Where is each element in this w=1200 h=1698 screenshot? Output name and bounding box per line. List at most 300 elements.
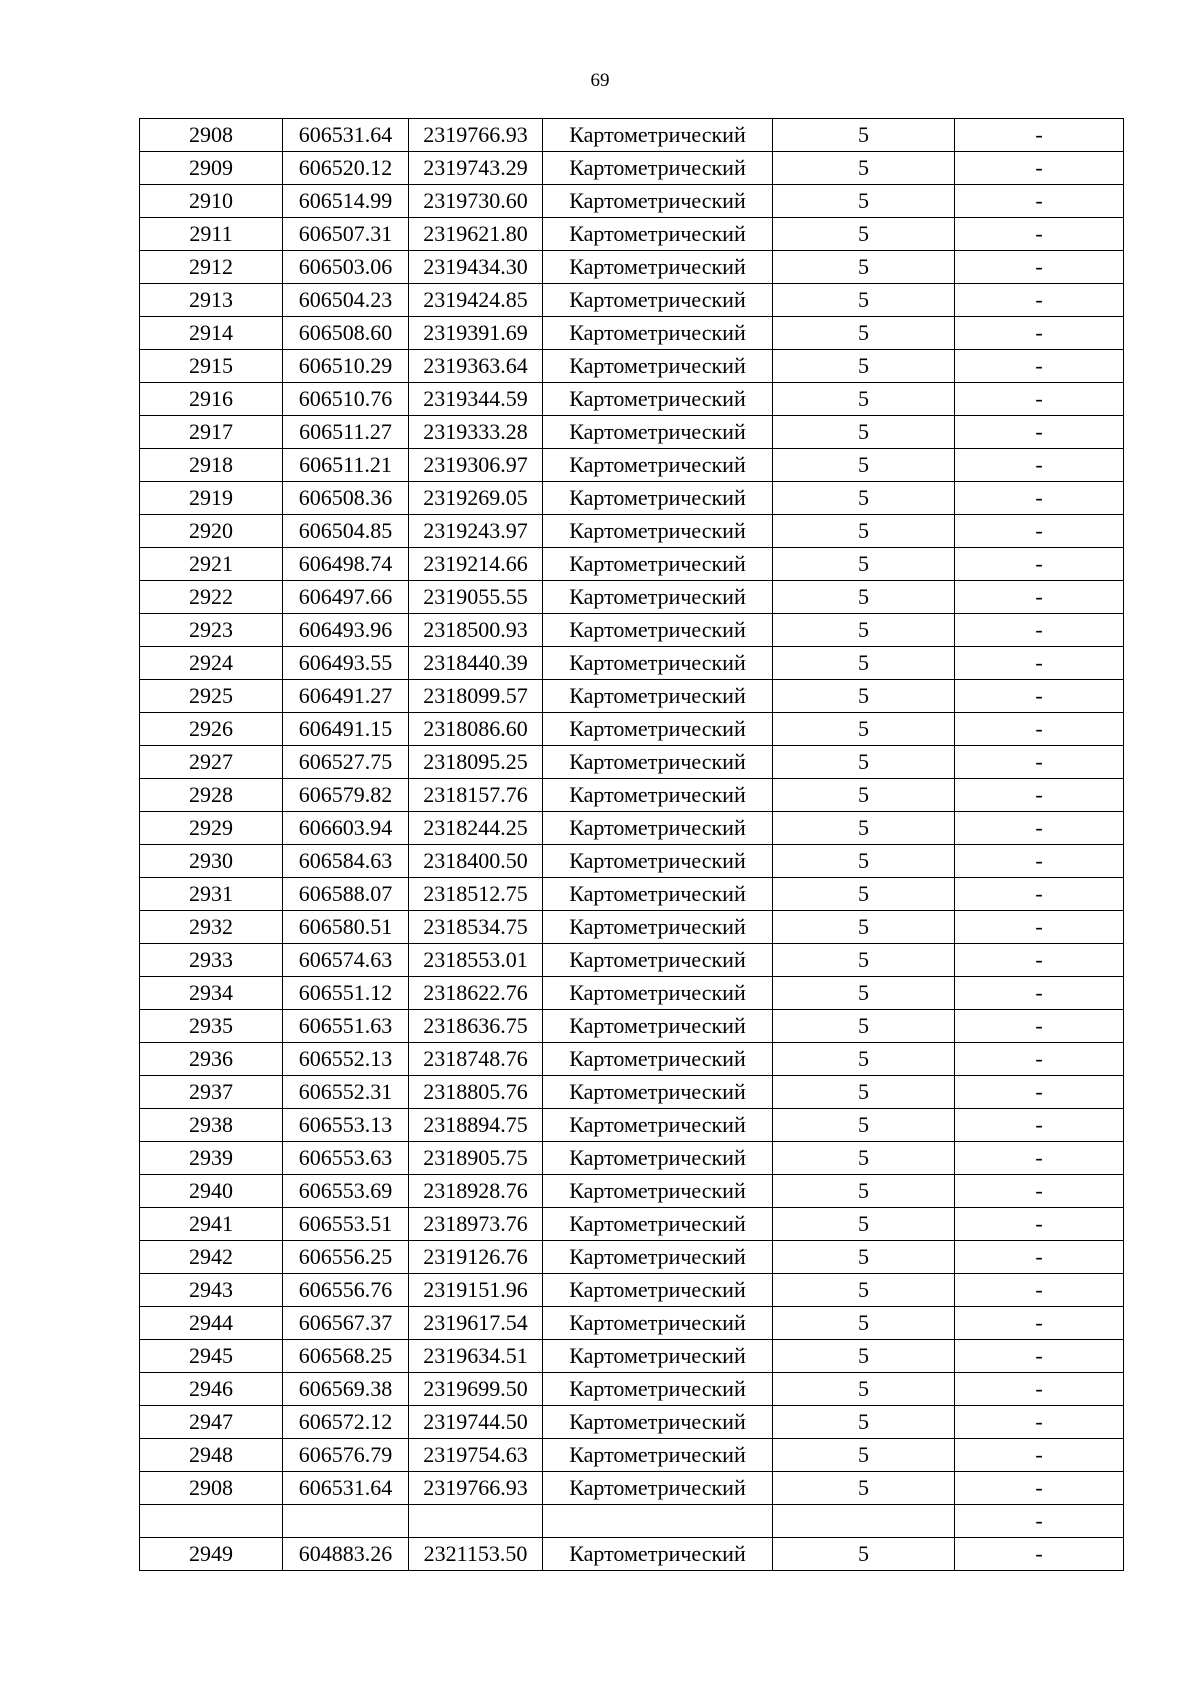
table-row xyxy=(140,1241,1124,1274)
y-coordinate-cell: 2319754.63 xyxy=(409,1439,543,1472)
accuracy-cell: 5 xyxy=(773,383,955,416)
description-cell: - xyxy=(955,713,1124,746)
method-cell: Картометрический xyxy=(543,1208,773,1241)
y-coordinate-cell: 2319434.30 xyxy=(409,251,543,284)
accuracy-cell: 5 xyxy=(773,1142,955,1175)
description-cell: - xyxy=(955,1175,1124,1208)
method-cell: Картометрический xyxy=(543,416,773,449)
x-coordinate-cell: 604883.26 xyxy=(283,1538,409,1571)
table-row xyxy=(140,317,1124,350)
y-coordinate-cell: 2319363.64 xyxy=(409,350,543,383)
point-number-cell: 2910 xyxy=(140,185,283,218)
x-coordinate-cell: 606497.66 xyxy=(283,581,409,614)
x-coordinate-cell: 606491.27 xyxy=(283,680,409,713)
method-cell: Картометрический xyxy=(543,911,773,944)
table-row xyxy=(140,878,1124,911)
x-coordinate-cell: 606551.63 xyxy=(283,1010,409,1043)
x-coordinate-cell: 606556.76 xyxy=(283,1274,409,1307)
table-row xyxy=(140,1175,1124,1208)
y-coordinate-cell: 2318622.76 xyxy=(409,977,543,1010)
table-row xyxy=(140,944,1124,977)
point-number-cell: 2931 xyxy=(140,878,283,911)
accuracy-cell: 5 xyxy=(773,1208,955,1241)
description-cell: - xyxy=(955,218,1124,251)
method-cell: Картометрический xyxy=(543,383,773,416)
accuracy-cell: 5 xyxy=(773,911,955,944)
accuracy-cell xyxy=(773,1505,955,1538)
table-row xyxy=(140,779,1124,812)
method-cell xyxy=(543,1505,773,1538)
table-row xyxy=(140,548,1124,581)
accuracy-cell: 5 xyxy=(773,1109,955,1142)
method-cell: Картометрический xyxy=(543,350,773,383)
method-cell: Картометрический xyxy=(543,845,773,878)
point-number-cell: 2908 xyxy=(140,119,283,152)
description-cell: - xyxy=(955,746,1124,779)
accuracy-cell: 5 xyxy=(773,1538,955,1571)
y-coordinate-cell: 2319634.51 xyxy=(409,1340,543,1373)
point-number-cell: 2909 xyxy=(140,152,283,185)
point-number-cell: 2932 xyxy=(140,911,283,944)
x-coordinate-cell: 606503.06 xyxy=(283,251,409,284)
description-cell: - xyxy=(955,845,1124,878)
y-coordinate-cell: 2318244.25 xyxy=(409,812,543,845)
y-coordinate-cell: 2318099.57 xyxy=(409,680,543,713)
method-cell: Картометрический xyxy=(543,1076,773,1109)
table-row xyxy=(140,1307,1124,1340)
y-coordinate-cell: 2318894.75 xyxy=(409,1109,543,1142)
accuracy-cell: 5 xyxy=(773,416,955,449)
method-cell: Картометрический xyxy=(543,581,773,614)
point-number-cell: 2919 xyxy=(140,482,283,515)
description-cell: - xyxy=(955,1109,1124,1142)
method-cell: Картометрический xyxy=(543,482,773,515)
accuracy-cell: 5 xyxy=(773,119,955,152)
table-row xyxy=(140,845,1124,878)
point-number-cell: 2936 xyxy=(140,1043,283,1076)
table-row xyxy=(140,1109,1124,1142)
point-number-cell: 2911 xyxy=(140,218,283,251)
description-cell: - xyxy=(955,581,1124,614)
method-cell: Картометрический xyxy=(543,1439,773,1472)
x-coordinate-cell: 606514.99 xyxy=(283,185,409,218)
x-coordinate-cell: 606520.12 xyxy=(283,152,409,185)
table-row xyxy=(140,218,1124,251)
method-cell: Картометрический xyxy=(543,746,773,779)
table-row xyxy=(140,1505,1124,1538)
y-coordinate-cell: 2318157.76 xyxy=(409,779,543,812)
y-coordinate-cell: 2319391.69 xyxy=(409,317,543,350)
description-cell: - xyxy=(955,1307,1124,1340)
point-number-cell: 2935 xyxy=(140,1010,283,1043)
point-number-cell: 2917 xyxy=(140,416,283,449)
x-coordinate-cell: 606552.13 xyxy=(283,1043,409,1076)
accuracy-cell: 5 xyxy=(773,812,955,845)
y-coordinate-cell: 2319055.55 xyxy=(409,581,543,614)
point-number-cell xyxy=(140,1505,283,1538)
y-coordinate-cell: 2318400.50 xyxy=(409,845,543,878)
description-cell: - xyxy=(955,1340,1124,1373)
description-cell: - xyxy=(955,350,1124,383)
method-cell: Картометрический xyxy=(543,1109,773,1142)
description-cell: - xyxy=(955,548,1124,581)
x-coordinate-cell: 606574.63 xyxy=(283,944,409,977)
accuracy-cell: 5 xyxy=(773,1472,955,1505)
description-cell: - xyxy=(955,515,1124,548)
accuracy-cell: 5 xyxy=(773,317,955,350)
y-coordinate-cell: 2319243.97 xyxy=(409,515,543,548)
point-number-cell: 2927 xyxy=(140,746,283,779)
x-coordinate-cell: 606504.85 xyxy=(283,515,409,548)
accuracy-cell: 5 xyxy=(773,977,955,1010)
method-cell: Картометрический xyxy=(543,1241,773,1274)
x-coordinate-cell: 606508.60 xyxy=(283,317,409,350)
table-row xyxy=(140,383,1124,416)
y-coordinate-cell: 2319621.80 xyxy=(409,218,543,251)
description-cell: - xyxy=(955,1241,1124,1274)
point-number-cell: 2926 xyxy=(140,713,283,746)
method-cell: Картометрический xyxy=(543,1538,773,1571)
y-coordinate-cell: 2318534.75 xyxy=(409,911,543,944)
method-cell: Картометрический xyxy=(543,218,773,251)
x-coordinate-cell: 606576.79 xyxy=(283,1439,409,1472)
point-number-cell: 2937 xyxy=(140,1076,283,1109)
y-coordinate-cell: 2319766.93 xyxy=(409,119,543,152)
point-number-cell: 2915 xyxy=(140,350,283,383)
method-cell: Картометрический xyxy=(543,812,773,845)
accuracy-cell: 5 xyxy=(773,1340,955,1373)
y-coordinate-cell: 2319617.54 xyxy=(409,1307,543,1340)
description-cell: - xyxy=(955,119,1124,152)
point-number-cell: 2949 xyxy=(140,1538,283,1571)
x-coordinate-cell: 606511.27 xyxy=(283,416,409,449)
point-number-cell: 2918 xyxy=(140,449,283,482)
table-row xyxy=(140,581,1124,614)
x-coordinate-cell: 606588.07 xyxy=(283,878,409,911)
y-coordinate-cell: 2319269.05 xyxy=(409,482,543,515)
accuracy-cell: 5 xyxy=(773,350,955,383)
description-cell: - xyxy=(955,449,1124,482)
method-cell: Картометрический xyxy=(543,1142,773,1175)
description-cell: - xyxy=(955,614,1124,647)
table-row xyxy=(140,1208,1124,1241)
method-cell: Картометрический xyxy=(543,548,773,581)
y-coordinate-cell: 2318440.39 xyxy=(409,647,543,680)
method-cell: Картометрический xyxy=(543,713,773,746)
description-cell: - xyxy=(955,1538,1124,1571)
accuracy-cell: 5 xyxy=(773,713,955,746)
point-number-cell: 2938 xyxy=(140,1109,283,1142)
accuracy-cell: 5 xyxy=(773,1076,955,1109)
point-number-cell: 2947 xyxy=(140,1406,283,1439)
description-cell: - xyxy=(955,944,1124,977)
description-cell: - xyxy=(955,1010,1124,1043)
point-number-cell: 2941 xyxy=(140,1208,283,1241)
table-row xyxy=(140,977,1124,1010)
method-cell: Картометрический xyxy=(543,1472,773,1505)
x-coordinate-cell: 606493.96 xyxy=(283,614,409,647)
y-coordinate-cell: 2319306.97 xyxy=(409,449,543,482)
method-cell: Картометрический xyxy=(543,680,773,713)
table-row xyxy=(140,614,1124,647)
accuracy-cell: 5 xyxy=(773,449,955,482)
method-cell: Картометрический xyxy=(543,251,773,284)
y-coordinate-cell: 2318553.01 xyxy=(409,944,543,977)
x-coordinate-cell: 606568.25 xyxy=(283,1340,409,1373)
x-coordinate-cell: 606551.12 xyxy=(283,977,409,1010)
coordinates-table-body xyxy=(140,119,1124,1571)
accuracy-cell: 5 xyxy=(773,515,955,548)
y-coordinate-cell: 2318928.76 xyxy=(409,1175,543,1208)
point-number-cell: 2939 xyxy=(140,1142,283,1175)
table-row xyxy=(140,350,1124,383)
accuracy-cell: 5 xyxy=(773,581,955,614)
x-coordinate-cell: 606553.69 xyxy=(283,1175,409,1208)
y-coordinate-cell: 2318095.25 xyxy=(409,746,543,779)
description-cell: - xyxy=(955,383,1124,416)
point-number-cell: 2908 xyxy=(140,1472,283,1505)
method-cell: Картометрический xyxy=(543,317,773,350)
table-row xyxy=(140,1538,1124,1571)
accuracy-cell: 5 xyxy=(773,944,955,977)
description-cell: - xyxy=(955,152,1124,185)
table-row xyxy=(140,449,1124,482)
x-coordinate-cell: 606580.51 xyxy=(283,911,409,944)
y-coordinate-cell: 2319744.50 xyxy=(409,1406,543,1439)
point-number-cell: 2920 xyxy=(140,515,283,548)
accuracy-cell: 5 xyxy=(773,284,955,317)
page-number: 69 xyxy=(590,70,610,91)
point-number-cell: 2934 xyxy=(140,977,283,1010)
y-coordinate-cell: 2318905.75 xyxy=(409,1142,543,1175)
point-number-cell: 2912 xyxy=(140,251,283,284)
x-coordinate-cell: 606531.64 xyxy=(283,1472,409,1505)
accuracy-cell: 5 xyxy=(773,152,955,185)
method-cell: Картометрический xyxy=(543,878,773,911)
table-row xyxy=(140,1142,1124,1175)
description-cell: - xyxy=(955,1076,1124,1109)
x-coordinate-cell: 606510.76 xyxy=(283,383,409,416)
description-cell: - xyxy=(955,779,1124,812)
y-coordinate-cell: 2319743.29 xyxy=(409,152,543,185)
description-cell: - xyxy=(955,482,1124,515)
accuracy-cell: 5 xyxy=(773,1241,955,1274)
description-cell: - xyxy=(955,1274,1124,1307)
y-coordinate-cell: 2318748.76 xyxy=(409,1043,543,1076)
x-coordinate-cell: 606553.63 xyxy=(283,1142,409,1175)
point-number-cell: 2928 xyxy=(140,779,283,812)
x-coordinate-cell: 606567.37 xyxy=(283,1307,409,1340)
method-cell: Картометрический xyxy=(543,1340,773,1373)
method-cell: Картометрический xyxy=(543,284,773,317)
accuracy-cell: 5 xyxy=(773,1307,955,1340)
x-coordinate-cell: 606507.31 xyxy=(283,218,409,251)
x-coordinate-cell: 606511.21 xyxy=(283,449,409,482)
table-row xyxy=(140,812,1124,845)
y-coordinate-cell: 2319333.28 xyxy=(409,416,543,449)
x-coordinate-cell: 606584.63 xyxy=(283,845,409,878)
method-cell: Картометрический xyxy=(543,977,773,1010)
point-number-cell: 2940 xyxy=(140,1175,283,1208)
accuracy-cell: 5 xyxy=(773,680,955,713)
point-number-cell: 2922 xyxy=(140,581,283,614)
table-row xyxy=(140,746,1124,779)
description-cell: - xyxy=(955,1472,1124,1505)
accuracy-cell: 5 xyxy=(773,185,955,218)
y-coordinate-cell: 2318636.75 xyxy=(409,1010,543,1043)
table-row xyxy=(140,1076,1124,1109)
method-cell: Картометрический xyxy=(543,1043,773,1076)
x-coordinate-cell: 606493.55 xyxy=(283,647,409,680)
accuracy-cell: 5 xyxy=(773,251,955,284)
accuracy-cell: 5 xyxy=(773,878,955,911)
method-cell: Картометрический xyxy=(543,1373,773,1406)
point-number-cell: 2930 xyxy=(140,845,283,878)
description-cell: - xyxy=(955,1406,1124,1439)
description-cell: - xyxy=(955,1043,1124,1076)
description-cell: - xyxy=(955,1505,1124,1538)
table-row xyxy=(140,1472,1124,1505)
description-cell: - xyxy=(955,878,1124,911)
point-number-cell: 2943 xyxy=(140,1274,283,1307)
point-number-cell: 2944 xyxy=(140,1307,283,1340)
description-cell: - xyxy=(955,1373,1124,1406)
method-cell: Картометрический xyxy=(543,1406,773,1439)
description-cell: - xyxy=(955,317,1124,350)
method-cell: Картометрический xyxy=(543,1175,773,1208)
coordinates-table xyxy=(139,118,1124,1571)
y-coordinate-cell: 2318512.75 xyxy=(409,878,543,911)
accuracy-cell: 5 xyxy=(773,482,955,515)
accuracy-cell: 5 xyxy=(773,647,955,680)
table-row xyxy=(140,1010,1124,1043)
y-coordinate-cell: 2319151.96 xyxy=(409,1274,543,1307)
accuracy-cell: 5 xyxy=(773,1439,955,1472)
x-coordinate-cell: 606553.51 xyxy=(283,1208,409,1241)
method-cell: Картометрический xyxy=(543,1307,773,1340)
method-cell: Картометрический xyxy=(543,647,773,680)
description-cell: - xyxy=(955,1439,1124,1472)
description-cell: - xyxy=(955,1208,1124,1241)
point-number-cell: 2921 xyxy=(140,548,283,581)
x-coordinate-cell: 606491.15 xyxy=(283,713,409,746)
y-coordinate-cell: 2321153.50 xyxy=(409,1538,543,1571)
description-cell: - xyxy=(955,284,1124,317)
method-cell: Картометрический xyxy=(543,779,773,812)
point-number-cell: 2916 xyxy=(140,383,283,416)
table-row xyxy=(140,251,1124,284)
table-row xyxy=(140,119,1124,152)
method-cell: Картометрический xyxy=(543,449,773,482)
table-row xyxy=(140,1406,1124,1439)
table-row xyxy=(140,680,1124,713)
y-coordinate-cell: 2319424.85 xyxy=(409,284,543,317)
point-number-cell: 2923 xyxy=(140,614,283,647)
description-cell: - xyxy=(955,251,1124,284)
method-cell: Картометрический xyxy=(543,185,773,218)
point-number-cell: 2945 xyxy=(140,1340,283,1373)
y-coordinate-cell: 2319699.50 xyxy=(409,1373,543,1406)
description-cell: - xyxy=(955,647,1124,680)
accuracy-cell: 5 xyxy=(773,1373,955,1406)
point-number-cell: 2924 xyxy=(140,647,283,680)
accuracy-cell: 5 xyxy=(773,218,955,251)
y-coordinate-cell: 2318500.93 xyxy=(409,614,543,647)
accuracy-cell: 5 xyxy=(773,548,955,581)
x-coordinate-cell: 606579.82 xyxy=(283,779,409,812)
x-coordinate-cell: 606508.36 xyxy=(283,482,409,515)
x-coordinate-cell: 606603.94 xyxy=(283,812,409,845)
y-coordinate-cell: 2319214.66 xyxy=(409,548,543,581)
accuracy-cell: 5 xyxy=(773,1175,955,1208)
x-coordinate-cell xyxy=(283,1505,409,1538)
description-cell: - xyxy=(955,812,1124,845)
method-cell: Картометрический xyxy=(543,515,773,548)
table-row xyxy=(140,1340,1124,1373)
y-coordinate-cell: 2319344.59 xyxy=(409,383,543,416)
x-coordinate-cell: 606510.29 xyxy=(283,350,409,383)
point-number-cell: 2942 xyxy=(140,1241,283,1274)
point-number-cell: 2946 xyxy=(140,1373,283,1406)
description-cell: - xyxy=(955,1142,1124,1175)
description-cell: - xyxy=(955,911,1124,944)
table-row xyxy=(140,515,1124,548)
x-coordinate-cell: 606552.31 xyxy=(283,1076,409,1109)
accuracy-cell: 5 xyxy=(773,1043,955,1076)
point-number-cell: 2913 xyxy=(140,284,283,317)
y-coordinate-cell xyxy=(409,1505,543,1538)
accuracy-cell: 5 xyxy=(773,614,955,647)
x-coordinate-cell: 606569.38 xyxy=(283,1373,409,1406)
table-row xyxy=(140,1373,1124,1406)
description-cell: - xyxy=(955,977,1124,1010)
table-row xyxy=(140,152,1124,185)
x-coordinate-cell: 606556.25 xyxy=(283,1241,409,1274)
point-number-cell: 2929 xyxy=(140,812,283,845)
table-row xyxy=(140,911,1124,944)
table-row xyxy=(140,1274,1124,1307)
point-number-cell: 2933 xyxy=(140,944,283,977)
point-number-cell: 2948 xyxy=(140,1439,283,1472)
table-row xyxy=(140,713,1124,746)
method-cell: Картометрический xyxy=(543,614,773,647)
description-cell: - xyxy=(955,416,1124,449)
x-coordinate-cell: 606527.75 xyxy=(283,746,409,779)
method-cell: Картометрический xyxy=(543,152,773,185)
point-number-cell: 2914 xyxy=(140,317,283,350)
table-row xyxy=(140,647,1124,680)
y-coordinate-cell: 2319766.93 xyxy=(409,1472,543,1505)
method-cell: Картометрический xyxy=(543,1274,773,1307)
description-cell: - xyxy=(955,680,1124,713)
table-row xyxy=(140,284,1124,317)
accuracy-cell: 5 xyxy=(773,746,955,779)
accuracy-cell: 5 xyxy=(773,1274,955,1307)
table-row xyxy=(140,416,1124,449)
point-number-cell: 2925 xyxy=(140,680,283,713)
x-coordinate-cell: 606572.12 xyxy=(283,1406,409,1439)
accuracy-cell: 5 xyxy=(773,1406,955,1439)
accuracy-cell: 5 xyxy=(773,779,955,812)
table-row xyxy=(140,482,1124,515)
y-coordinate-cell: 2318086.60 xyxy=(409,713,543,746)
x-coordinate-cell: 606498.74 xyxy=(283,548,409,581)
accuracy-cell: 5 xyxy=(773,1010,955,1043)
y-coordinate-cell: 2318973.76 xyxy=(409,1208,543,1241)
accuracy-cell: 5 xyxy=(773,845,955,878)
table-row xyxy=(140,185,1124,218)
y-coordinate-cell: 2319730.60 xyxy=(409,185,543,218)
